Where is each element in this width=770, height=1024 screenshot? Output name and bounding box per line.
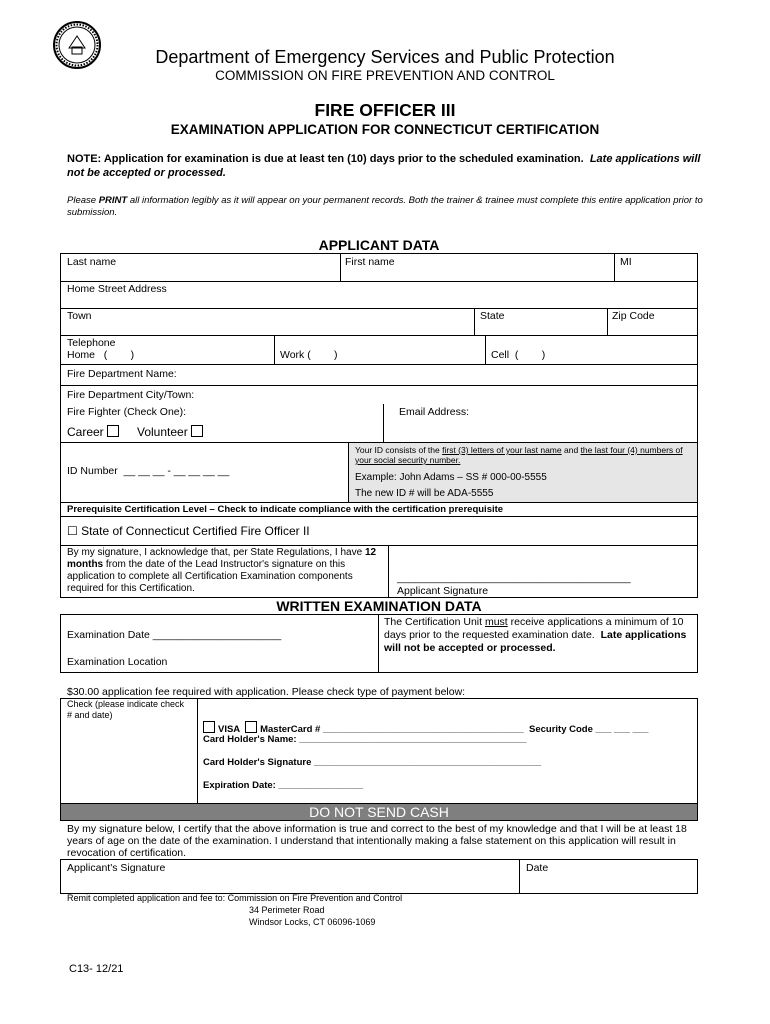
fee-statement: $30.00 application fee required with application. Please check type of payment below:: [67, 686, 466, 698]
career-option[interactable]: Career: [67, 425, 119, 439]
id-explanation: Your ID consists of the first (3) letters of your last name and the last four (4) numbers of your social security number.: [355, 445, 683, 465]
fire-department-city-field[interactable]: Fire Department City/Town:: [67, 389, 195, 401]
applicant-signature-line[interactable]: ________________________________________: [397, 572, 631, 584]
card-holder-name-field[interactable]: Card Holder's Name: ___________________________________________: [203, 734, 527, 745]
email-field[interactable]: Email Address:: [399, 406, 470, 418]
form-title: FIRE OFFICER III: [314, 100, 456, 120]
last-name-field[interactable]: Last name: [67, 256, 117, 268]
home-phone-field[interactable]: Home ( ): [67, 349, 135, 361]
middle-initial-field[interactable]: MI: [620, 256, 632, 268]
town-row: [60, 308, 698, 336]
form-subtitle: EXAMINATION APPLICATION FOR CONNECTICUT CERTIFICATION: [170, 122, 600, 137]
form-code: C13- 12/21: [69, 963, 124, 975]
volunteer-option[interactable]: Volunteer: [137, 425, 203, 439]
prereq-label: Prerequisite Certification Level – Check to indicate compliance with the certification prerequisite: [67, 504, 504, 515]
telephone-label: Telephone: [67, 337, 116, 349]
applicant-signature-label: Applicant Signature: [397, 585, 489, 597]
submission-notice: The Certification Unit must receive applications a minimum of 10 days prior to the requested examination date. Late applications will not be accepted or processed.: [384, 616, 687, 654]
fire-fighter-check-label: Fire Fighter (Check One):: [67, 406, 187, 418]
final-date-field[interactable]: Date: [526, 862, 549, 874]
fire-department-name-field[interactable]: Fire Department Name:: [67, 368, 177, 380]
expiration-date-field[interactable]: Expiration Date: ________________: [203, 780, 364, 791]
cell-phone-field[interactable]: Cell ( ): [491, 349, 546, 361]
work-phone-field[interactable]: Work ( ): [280, 349, 338, 361]
mastercard-number-field[interactable]: MasterCard # ______________________________________: [260, 724, 524, 735]
id-new-example: The new ID # will be ADA-5555: [355, 488, 494, 499]
volunteer-checkbox[interactable]: [191, 425, 203, 437]
final-applicant-signature-field[interactable]: Applicant's Signature: [67, 862, 166, 874]
remit-line-2: 34 Perimeter Road: [249, 905, 325, 915]
career-checkbox[interactable]: [107, 425, 119, 437]
id-example: Example: John Adams – SS # 000-00-5555: [355, 472, 547, 483]
home-street-field[interactable]: Home Street Address: [67, 283, 167, 295]
payment-card-line: [203, 710, 648, 735]
remit-line-1: Remit completed application and fee to: Commission on Fire Prevention and Control: [67, 893, 403, 903]
acknowledgement-text: By my signature, I acknowledge that, per State Regulations, I have 12 months from the date of the Lead Instructor's signature on this application to complete all Certification Examination components required for this Certification.: [67, 547, 377, 594]
telephone-row: [60, 335, 698, 365]
exam-location-field[interactable]: Examination Location: [67, 656, 168, 668]
exam-date-field[interactable]: Examination Date ______________________: [67, 629, 282, 641]
commission-name: COMMISSION ON FIRE PREVENTION AND CONTROL: [215, 68, 555, 83]
certification-statement: By my signature below, I certify that the above information is true and correct to the best of my knowledge and that I will be at least 18 years of age on the date of the examination. I understand that intentionally making a false statement on this application will result in revocation of certification.: [67, 823, 687, 859]
security-code-field[interactable]: Security Code ___ ___ ___: [529, 724, 649, 735]
written-exam-heading: WRITTEN EXAMINATION DATA: [276, 598, 482, 614]
state-field[interactable]: State: [480, 310, 505, 322]
visa-checkbox[interactable]: [203, 721, 215, 733]
applicant-data-heading: APPLICANT DATA: [318, 237, 440, 253]
department-name: Department of Emergency Services and Public Protection: [155, 47, 615, 67]
zip-field[interactable]: Zip Code: [612, 310, 655, 322]
remit-line-3: Windsor Locks, CT 06096-1069: [249, 917, 376, 927]
instructions: Please PRINT all information legibly as it will appear on your permanent records. Both the trainer & trainee must complete this entire application prior to submission.: [67, 195, 703, 218]
deadline-note: NOTE: Application for examination is due at least ten (10) days prior to the scheduled examination. Late applications will not be accepted or processed.: [67, 153, 701, 179]
town-field[interactable]: Town: [67, 310, 92, 322]
check-option[interactable]: Check (please indicate check # and date): [67, 699, 185, 720]
do-not-send-cash-banner: DO NOT SEND CASH: [60, 803, 698, 821]
id-number-field[interactable]: ID Number __ __ __ - __ __ __ __: [67, 465, 230, 477]
card-holder-signature-field[interactable]: Card Holder's Signature ___________________________________________: [203, 757, 542, 768]
visa-label: VISA: [218, 724, 240, 735]
fire-officer-ii-checkbox[interactable]: ☐ State of Connecticut Certified Fire Officer II: [67, 524, 310, 538]
mastercard-checkbox[interactable]: [245, 721, 257, 733]
first-name-field[interactable]: First name: [345, 256, 395, 268]
